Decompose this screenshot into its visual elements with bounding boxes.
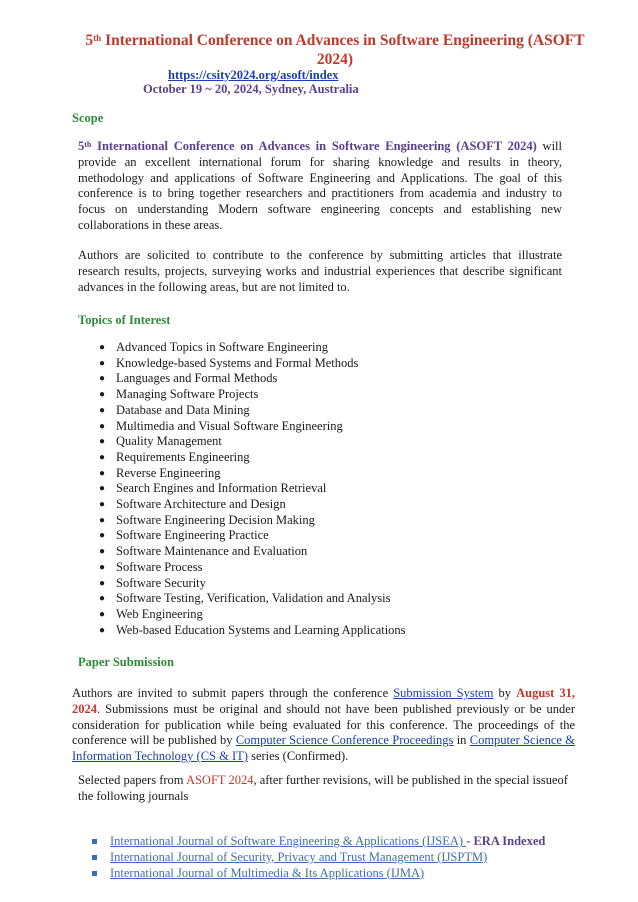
topic-item xyxy=(78,528,406,544)
scope-paragraph xyxy=(78,139,562,234)
bullet-icon: ● xyxy=(99,436,106,448)
conference-dates: October 19 ~ 20, 2024, Sydney, Australia xyxy=(143,82,359,96)
topic-label: Requirements Engineering xyxy=(116,449,250,464)
topic-item xyxy=(78,576,406,592)
topic-label: Web Engineering xyxy=(116,606,203,621)
topic-item xyxy=(78,544,406,560)
topic-label: Managing Software Projects xyxy=(116,387,259,402)
scope-sup: th xyxy=(84,140,92,149)
authors-solicited-paragraph: Authors are solicited to contribute to the conference by submitting articles that illustrate research results, projects, surveying works and industrial experiences that describe significant advances in the following areas, but are not limited to. xyxy=(78,248,562,294)
topic-label: Software Testing, Verification, Validation and Analysis xyxy=(116,591,391,606)
topic-label: Quality Management xyxy=(116,434,222,449)
bullet-icon: ● xyxy=(99,389,106,401)
scope-heading: Scope xyxy=(72,111,104,125)
topic-label: Web-based Education Systems and Learning Applications xyxy=(116,622,406,637)
bullet-icon: ● xyxy=(99,514,106,526)
bullet-icon: ● xyxy=(99,467,106,479)
topic-label: Software Process xyxy=(116,559,203,574)
topic-item xyxy=(78,387,406,403)
topic-item xyxy=(78,466,406,482)
topic-label: Multimedia and Visual Software Engineering xyxy=(116,418,343,433)
bullet-icon: ● xyxy=(99,404,106,416)
topic-label: Knowledge-based Systems and Formal Methods xyxy=(116,355,359,370)
proceedings-link[interactable]: Computer Science Conference Proceedings xyxy=(235,733,454,748)
journal-link[interactable]: International Journal of Multimedia & Its Applications (IJMA) xyxy=(110,865,425,880)
conference-url-link[interactable]: https://csity2024.org/asoft/index xyxy=(168,68,339,82)
topic-item xyxy=(78,623,406,639)
submission-text-c: . Submissions must be original and should not have been published previously or be under consideration for publication while being evaluated for this conference. The proceedings of the conference will be published by xyxy=(72,701,575,748)
topic-label: Software Engineering Decision Making xyxy=(116,512,315,527)
topic-item xyxy=(78,607,406,623)
journal-link[interactable]: International Journal of Security, Privacy and Trust Management (IJSPTM) xyxy=(110,849,488,864)
title-sup: th xyxy=(93,33,102,43)
topic-label: Search Engines and Information Retrieval xyxy=(116,481,327,496)
bullet-icon: ● xyxy=(99,577,106,589)
submission-text-d: in xyxy=(453,733,470,748)
title-number: 5 xyxy=(85,32,94,49)
bullet-icon: ● xyxy=(99,451,106,463)
selected-papers-paragraph xyxy=(78,773,575,805)
topic-label: Software Architecture and Design xyxy=(116,497,286,512)
square-bullet-icon xyxy=(92,839,97,844)
topic-label: Software Security xyxy=(116,575,206,590)
bullet-icon: ● xyxy=(99,608,106,620)
scope-conference-name xyxy=(78,139,537,153)
conference-url xyxy=(168,68,338,83)
bullet-icon: ● xyxy=(99,373,106,385)
topic-item xyxy=(78,340,406,356)
square-bullet-icon xyxy=(92,855,97,860)
era-indexed-badge: - ERA Indexed xyxy=(466,834,546,848)
cs-it-link[interactable]: Computer Science & Information Technology (CS & IT) xyxy=(72,733,575,764)
submission-text-a: Authors are invited to submit papers through the conference xyxy=(72,686,394,700)
bullet-icon: ● xyxy=(99,561,106,573)
topics-list xyxy=(78,340,406,638)
selected-text-b: , after further revisions, will be published in the special issueof the following journals xyxy=(78,773,568,803)
topic-item xyxy=(78,560,406,576)
bullet-icon: ● xyxy=(99,420,106,432)
submission-paragraph xyxy=(72,686,575,765)
topic-label: Software Engineering Practice xyxy=(116,528,269,543)
topic-label: Software Maintenance and Evaluation xyxy=(116,544,308,559)
submission-heading: Paper Submission xyxy=(78,655,174,669)
selected-conference-name: ASOFT 2024 xyxy=(185,773,254,787)
journals-list xyxy=(90,834,545,881)
submission-text-b: by xyxy=(493,686,517,700)
journal-item xyxy=(90,834,545,850)
journal-item xyxy=(90,866,545,882)
topic-item xyxy=(78,591,406,607)
bullet-icon: ● xyxy=(99,530,106,542)
topic-item xyxy=(78,497,406,513)
bullet-icon: ● xyxy=(99,624,106,636)
submission-text-e: series (Confirmed). xyxy=(247,749,349,764)
topic-item xyxy=(78,371,406,387)
submission-system-link[interactable]: Submission System xyxy=(393,686,494,700)
title-text: International Conference on Advances in Software Engineering (ASOFT 2024) xyxy=(101,32,585,68)
scope-text: will provide an excellent international forum for sharing knowledge and results in theory, methodology and applications of Software Engineering and Applications. The goal of this conference is to bring together researchers and practitioners from academia and industry to focus on understanding Modern software engineering concepts and establishing new collaborations in these areas. xyxy=(78,139,562,232)
topic-item xyxy=(78,403,406,419)
submission-deadline: August 31, 2024 xyxy=(72,686,575,716)
journal-item xyxy=(90,850,545,866)
topic-item xyxy=(78,419,406,435)
topic-item xyxy=(78,513,406,529)
square-bullet-icon xyxy=(92,871,97,876)
bullet-icon: ● xyxy=(99,593,106,605)
topic-label: Languages and Formal Methods xyxy=(116,371,278,386)
bullet-icon: ● xyxy=(99,357,106,369)
topic-label: Database and Data Mining xyxy=(116,402,250,417)
bullet-icon: ● xyxy=(99,499,106,511)
topic-item xyxy=(78,481,406,497)
topic-label: Advanced Topics in Software Engineering xyxy=(116,340,329,354)
page-title xyxy=(70,31,600,69)
scope-name-text: International Conference on Advances in Software Engineering (ASOFT 2024) xyxy=(91,139,537,153)
topic-item xyxy=(78,356,406,372)
topic-label: Reverse Engineering xyxy=(116,465,221,480)
topic-item xyxy=(78,434,406,450)
journal-link[interactable]: International Journal of Software Engineering & Applications (IJSEA) xyxy=(110,834,467,848)
bullet-icon: ● xyxy=(99,546,106,558)
scope-number: 5 xyxy=(78,139,85,153)
topics-heading: Topics of Interest xyxy=(78,313,171,327)
bullet-icon: ● xyxy=(99,483,106,495)
selected-text-a: Selected papers from xyxy=(78,773,186,787)
bullet-icon: ● xyxy=(99,342,106,353)
topic-item xyxy=(78,450,406,466)
